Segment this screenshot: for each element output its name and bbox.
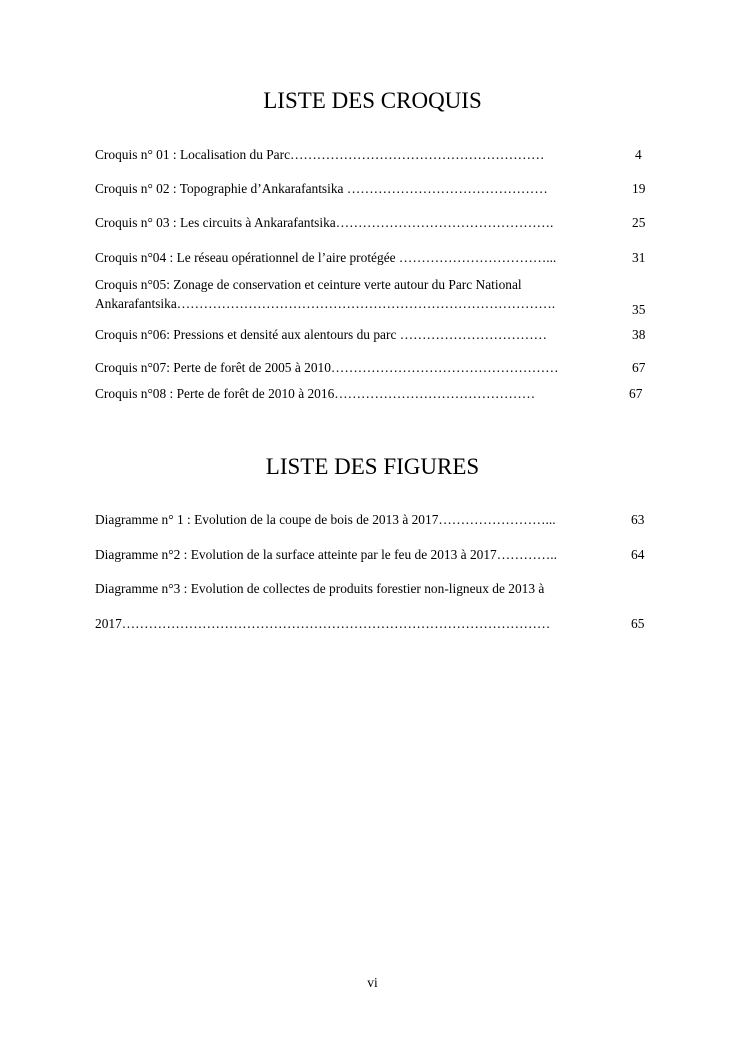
toc-page-croquis-04: 31 (632, 250, 646, 265)
figures-list-title: LISTE DES FIGURES (265, 454, 480, 479)
toc-entry-croquis-08[interactable]: Croquis n°08 : Perte de forêt de 2010 à 2016……………………………………… (95, 386, 536, 401)
toc-entry-diagramme-3-line1[interactable]: Diagramme n°3 : Evolution de collectes de produits forestier non-ligneux de 2013 à (95, 581, 545, 596)
toc-entry-croquis-07[interactable]: Croquis n°07: Perte de forêt de 2005 à 2010…………………………………………… (95, 360, 559, 375)
toc-entry-croquis-06[interactable]: Croquis n°06: Pressions et densité aux alentours du parc …………………………… (95, 327, 548, 342)
toc-page-croquis-06: 38 (632, 327, 646, 342)
toc-page-croquis-05: 35 (632, 302, 646, 317)
toc-page-croquis-07: 67 (632, 360, 646, 375)
toc-entry-croquis-02[interactable]: Croquis n° 02 : Topographie d’Ankarafantsika ……………………………………… (95, 181, 548, 196)
toc-entry-diagramme-2[interactable]: Diagramme n°2 : Evolution de la surface atteinte par le feu de 2013 à 2017………….. (95, 547, 557, 562)
page-number: vi (367, 975, 378, 990)
toc-page-croquis-08: 67 (629, 386, 643, 401)
toc-page-croquis-01: 4 (635, 147, 642, 162)
toc-page-diagramme-3: 65 (631, 616, 645, 631)
toc-entry-croquis-04[interactable]: Croquis n°04 : Le réseau opérationnel de l’aire protégée ……………………………... (95, 250, 557, 265)
toc-page-croquis-02: 19 (632, 181, 646, 196)
toc-page-diagramme-2: 64 (631, 547, 645, 562)
toc-entry-croquis-05-line1[interactable]: Croquis n°05: Zonage de conservation et ceinture verte autour du Parc National (95, 277, 522, 292)
toc-entry-croquis-01[interactable]: Croquis n° 01 : Localisation du Parc………………………………………………… (95, 147, 545, 162)
toc-entry-croquis-05-line2[interactable]: Ankarafantsika…………………………………………………………………………. (95, 296, 556, 311)
croquis-list-title: LISTE DES CROQUIS (263, 88, 482, 113)
toc-entry-diagramme-3-line2[interactable]: 2017…………………………………………………………………………………… (95, 616, 551, 631)
toc-page-diagramme-1: 63 (631, 512, 645, 527)
toc-entry-croquis-03[interactable]: Croquis n° 03 : Les circuits à Ankarafantsika…………………………………………. (95, 215, 554, 230)
toc-page-croquis-03: 25 (632, 215, 646, 230)
toc-entry-diagramme-1[interactable]: Diagramme n° 1 : Evolution de la coupe de bois de 2013 à 2017……………………... (95, 512, 556, 527)
